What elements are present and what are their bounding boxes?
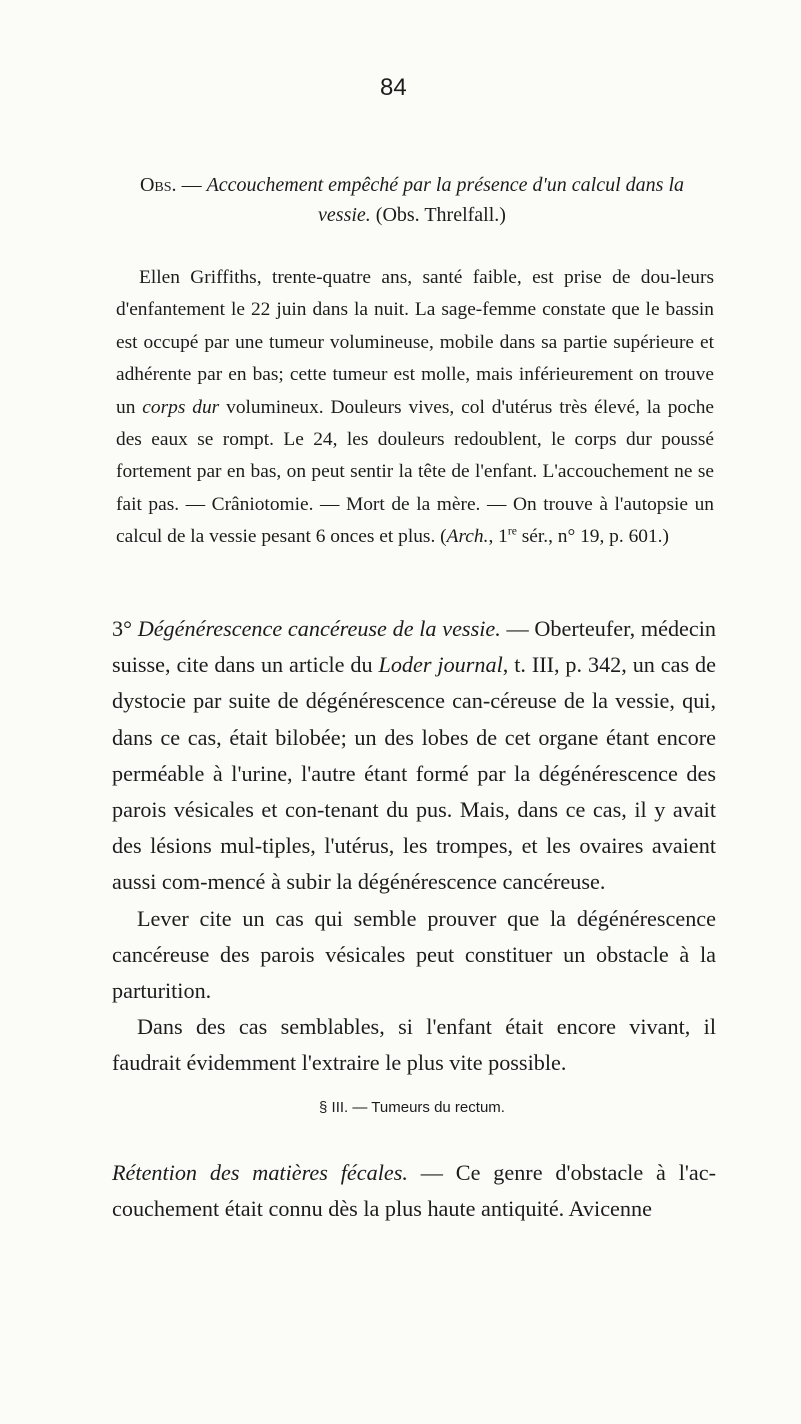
retention-text (112, 1155, 716, 1227)
section-3-text (112, 611, 716, 1082)
section-3-number: 3° (112, 616, 138, 641)
obs-italic-corps-dur: corps dur (142, 396, 220, 418)
obs-ref-2: sér., n° 19, p. 601.) (516, 526, 669, 548)
obs-text-2: volumineux. Douleurs vives, col d'utérus très élevé, la poche des eaux se rompt. Le 24, les douleurs redoublent, le corps dur poussé fortement par en bas, on peut sentir la tête de l'enfant. L'accouchement ne se fait pas. — Crâniotomie. — Mort de la mère. — On trouve à l'autopsie un calcul de la vessie pesant 6 onces et plus. ( (116, 396, 714, 548)
section-3-paragraph-1 (112, 611, 716, 901)
obs-title: Accouchement empêché par la présence d'un calcul dans la vessie. (206, 174, 685, 226)
obs-ref-1: , 1 (488, 526, 508, 548)
retention-paragraph (112, 1155, 716, 1227)
page-number: 84 (380, 74, 407, 101)
retention-title: Rétention des matières fécales. (112, 1160, 408, 1185)
section-3-paragraph-2: Lever cite un cas qui semble prouver que la dégénérescence cancéreuse des parois vésicales peut constituer un obstacle à la parturition. (112, 905, 716, 1004)
obs-text-1: Ellen Griffiths, trente-quatre ans, santé faible, est prise de dou-leurs d'enfantement le 22 juin dans la nuit. La sage-femme constate que le bassin est occupé par une tumeur volumineuse, mobile dans sa partie supérieure et adhérente par en bas; cette tumeur est molle, mais inférieurement on trouve un (116, 267, 714, 418)
obs-source: (Obs. Threlfall.) (370, 204, 506, 226)
observation-heading (112, 170, 712, 230)
section-heading-rectum: § III. — Tumeurs du rectum. (319, 1099, 505, 1116)
obs-ref-journal: Arch. (446, 526, 489, 548)
section-3-text-1: — Oberteufer, médecin suisse, cite dans un article du (112, 616, 716, 678)
observation-body (116, 262, 714, 554)
observation-paragraph (116, 262, 714, 554)
retention-body: — Ce genre d'obstacle à l'ac-couchement était connu dès la plus haute antiquité. Avicenne (112, 1160, 716, 1222)
section-3-paragraph-3: Dans des cas semblables, si l'enfant était encore vivant, il faudrait évidemment l'extraire le plus vite possible. (112, 1014, 716, 1076)
section-3-title: Dégénérescence cancéreuse de la vessie. (137, 616, 501, 641)
obs-label: Obs. (139, 174, 177, 196)
obs-ref-sup: re (507, 524, 517, 538)
section-3-text-2: , t. III, p. 342, un cas de dystocie par suite de dégénérescence can-céreuse de la vessie, qui, dans ce cas, était bilobée; un des lobes de cet organe étant encore perméable à l'urine, l'autre étant formé par la dégénérescence des parois vésicales et con-tenant du pus. Mais, dans ce cas, il y avait des lésions mul-tiples, l'utérus, les trompes, et les ovaires avaient aussi com-mencé à subir la dégénérescence cancéreuse. (112, 652, 716, 895)
obs-dash: — (176, 174, 207, 196)
loder-journal: Loder journal (378, 652, 503, 678)
